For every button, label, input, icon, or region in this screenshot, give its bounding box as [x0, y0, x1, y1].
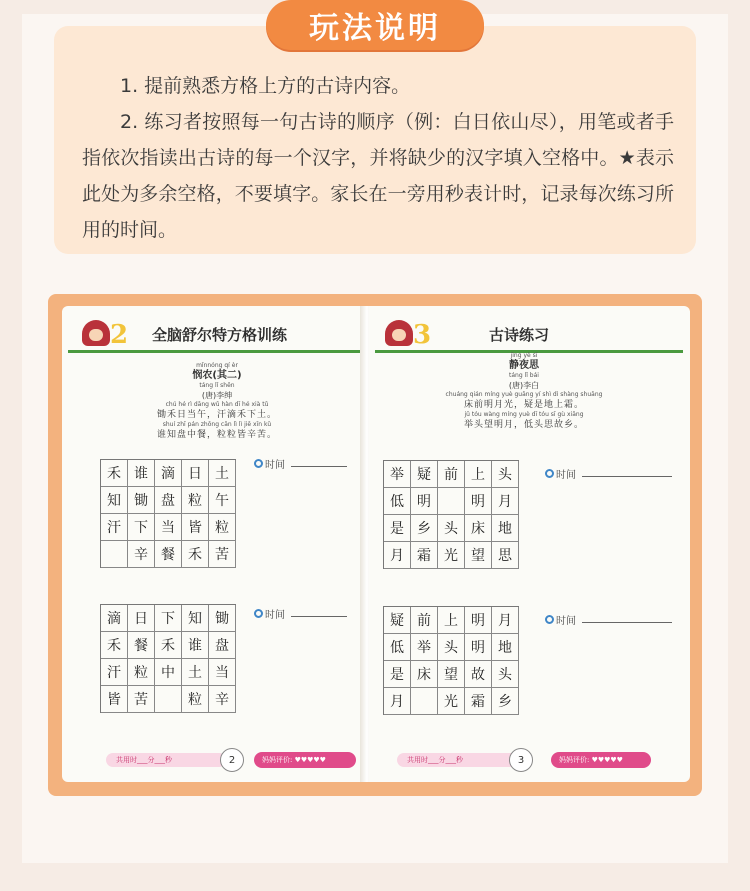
poem-title: 悯农(其二) — [192, 370, 242, 381]
grid-cell: 禾 — [101, 460, 128, 487]
instructions-text — [82, 68, 674, 248]
left-page-footer — [62, 748, 365, 772]
clock-icon — [254, 609, 263, 618]
clock-icon — [254, 459, 263, 468]
instruction-2: 2. 练习者按照每一句古诗的顺序（例：白日依山尽），用笔或者手指依次指读出古诗的每一个汉字，并将缺少的汉字填入空格中。★表示此处为多余空格，不要填字。家长在一旁用秒表计时，记录每次练习所用的时间。 — [82, 111, 674, 241]
grid-cell: 乡 — [411, 515, 438, 542]
grid-cell: 月 — [384, 542, 411, 569]
poem-line1-pinyin: chuáng qián míng yuè guāng yí shì dì shàng shuāng — [445, 391, 603, 398]
grid-cell: 举 — [384, 461, 411, 488]
timer-field-2 — [254, 606, 347, 621]
poem-line-2: 谁知盘中餐，粒粒皆辛苦。 — [156, 430, 277, 440]
grid-cell: 土 — [182, 659, 209, 686]
grid-cell: 滴 — [155, 460, 182, 487]
grid-cell: 前 — [438, 461, 465, 488]
grid-cell: 低 — [384, 488, 411, 515]
grid-cell: 苦 — [128, 686, 155, 713]
grid-cell: 头 — [438, 634, 465, 661]
left-page — [62, 306, 365, 782]
grid-cell: 月 — [492, 488, 519, 515]
grid-cell: 明 — [411, 488, 438, 515]
grid-cell: 汗 — [101, 514, 128, 541]
poem-line2-pinyin: shuí zhī pán zhōng cān lì lì jiē xīn kǔ — [162, 421, 272, 428]
schulte-grid-2 — [100, 604, 236, 713]
grid-cell: 当 — [155, 514, 182, 541]
grid-cell: 上 — [438, 607, 465, 634]
grid-cell: 头 — [492, 461, 519, 488]
grid-cell — [411, 688, 438, 715]
poem-author: (唐)李绅 — [201, 391, 233, 400]
grid-cell: 锄 — [128, 487, 155, 514]
grid-cell: 床 — [411, 661, 438, 688]
section-title: 玩法说明 — [266, 0, 484, 50]
grid-cell: 光 — [438, 688, 465, 715]
grid-cell: 望 — [438, 661, 465, 688]
grid-cell: 日 — [182, 460, 209, 487]
grid-cell: 禾 — [101, 632, 128, 659]
page-number: 2 — [220, 748, 244, 772]
grid-cell: 下 — [128, 514, 155, 541]
poem-line1-pinyin: chú hé rì dāng wǔ hàn dī hé xià tǔ — [165, 401, 269, 408]
left-page-title: 全脑舒尔特方格训练 — [152, 326, 288, 344]
grid-cell: 月 — [384, 688, 411, 715]
grid-cell: 粒 — [182, 686, 209, 713]
grid-cell: 光 — [438, 542, 465, 569]
poem-line2-pinyin: jǔ tóu wàng míng yuè dī tóu sī gù xiāng — [464, 411, 584, 418]
timer-label: 时间 — [556, 616, 576, 627]
grid-cell: 皆 — [101, 686, 128, 713]
right-page — [369, 306, 690, 782]
grid-cell: 粒 — [128, 659, 155, 686]
grid-cell: 故 — [465, 661, 492, 688]
poem-line-1: 锄禾日当午，汗滴禾下土。 — [156, 410, 277, 420]
grid-cell: 床 — [465, 515, 492, 542]
poem-title-pinyin: jìng yè sī — [510, 352, 538, 359]
grid-cell: 月 — [492, 607, 519, 634]
grid-cell: 知 — [182, 605, 209, 632]
clock-icon — [545, 615, 554, 624]
grid-cell: 辛 — [128, 541, 155, 568]
poem-line-2: 举头望明月，低头思故乡。 — [463, 420, 584, 430]
grid-cell: 禾 — [155, 632, 182, 659]
grid-cell: 头 — [492, 661, 519, 688]
grid-cell: 土 — [209, 460, 236, 487]
footer-rating: 妈妈评价: ♥♥♥♥♥ — [551, 752, 651, 768]
grid-cell: 知 — [101, 487, 128, 514]
grid-cell: 举 — [411, 634, 438, 661]
grid-cell: 乡 — [492, 688, 519, 715]
poem-author-pinyin: táng lǐ bái — [509, 372, 539, 379]
schulte-grid-1 — [100, 459, 236, 568]
grid-cell: 锄 — [209, 605, 236, 632]
grid-cell — [155, 686, 182, 713]
grid-cell: 疑 — [384, 607, 411, 634]
poem-title: 静夜思 — [509, 360, 539, 371]
grid-cell: 皆 — [182, 514, 209, 541]
grid-cell: 下 — [155, 605, 182, 632]
timer-field-2 — [545, 612, 672, 627]
grid-cell: 汗 — [101, 659, 128, 686]
grid-cell: 辛 — [209, 686, 236, 713]
timer-label: 时间 — [556, 470, 576, 481]
grid-cell: 疑 — [411, 461, 438, 488]
grid-cell — [438, 488, 465, 515]
right-poem — [409, 352, 639, 431]
right-page-footer — [369, 748, 690, 772]
grid-cell: 粒 — [182, 487, 209, 514]
grid-cell — [101, 541, 128, 568]
grid-cell: 上 — [465, 461, 492, 488]
grid-cell: 地 — [492, 634, 519, 661]
clock-icon — [545, 469, 554, 478]
grid-cell: 思 — [492, 542, 519, 569]
mascot-icon — [385, 320, 413, 346]
footer-rating: 妈妈评价: ♥♥♥♥♥ — [254, 752, 356, 768]
poem-author-pinyin: táng lǐ shēn — [199, 382, 235, 389]
grid-cell: 谁 — [182, 632, 209, 659]
grid-cell: 餐 — [155, 541, 182, 568]
mascot-icon — [82, 320, 110, 346]
grid-cell: 禾 — [182, 541, 209, 568]
schulte-grid-2 — [383, 606, 519, 715]
timer-label: 时间 — [265, 610, 285, 621]
grid-cell: 谁 — [128, 460, 155, 487]
grid-cell: 苦 — [209, 541, 236, 568]
poem-author: (唐)李白 — [508, 381, 540, 390]
left-page-header — [62, 314, 365, 354]
poem-title-pinyin: mǐnnóng qí èr — [196, 362, 238, 369]
grid-cell: 明 — [465, 634, 492, 661]
grid-cell: 霜 — [411, 542, 438, 569]
timer-field-1 — [254, 456, 347, 471]
grid-cell: 头 — [438, 515, 465, 542]
grid-cell: 中 — [155, 659, 182, 686]
grid-cell: 低 — [384, 634, 411, 661]
right-page-header — [369, 314, 690, 354]
timer-field-1 — [545, 466, 672, 481]
grid-cell: 前 — [411, 607, 438, 634]
instruction-1: 1. 提前熟悉方格上方的古诗内容。 — [120, 75, 411, 97]
grid-cell: 望 — [465, 542, 492, 569]
left-page-badge: 2 — [110, 320, 129, 350]
footer-total-time: 共用时___分___秒 — [397, 753, 525, 767]
poem-line-1: 床前明月光，疑是地上霜。 — [463, 400, 584, 410]
footer-total-time: 共用时___分___秒 — [106, 753, 226, 767]
left-poem — [122, 362, 312, 441]
right-page-title: 古诗练习 — [489, 326, 550, 344]
page-number: 3 — [509, 748, 533, 772]
grid-cell: 餐 — [128, 632, 155, 659]
grid-cell: 粒 — [209, 514, 236, 541]
grid-cell: 滴 — [101, 605, 128, 632]
grid-cell: 当 — [209, 659, 236, 686]
right-page-badge: 3 — [413, 320, 432, 350]
grid-cell: 盘 — [155, 487, 182, 514]
grid-cell: 地 — [492, 515, 519, 542]
timer-label: 时间 — [265, 460, 285, 471]
grid-cell: 明 — [465, 607, 492, 634]
grid-cell: 日 — [128, 605, 155, 632]
instructions-panel — [54, 26, 696, 254]
grid-cell: 霜 — [465, 688, 492, 715]
schulte-grid-1 — [383, 460, 519, 569]
grid-cell: 明 — [465, 488, 492, 515]
book-photo — [48, 294, 702, 796]
grid-cell: 是 — [384, 515, 411, 542]
grid-cell: 盘 — [209, 632, 236, 659]
grid-cell: 是 — [384, 661, 411, 688]
grid-cell: 午 — [209, 487, 236, 514]
